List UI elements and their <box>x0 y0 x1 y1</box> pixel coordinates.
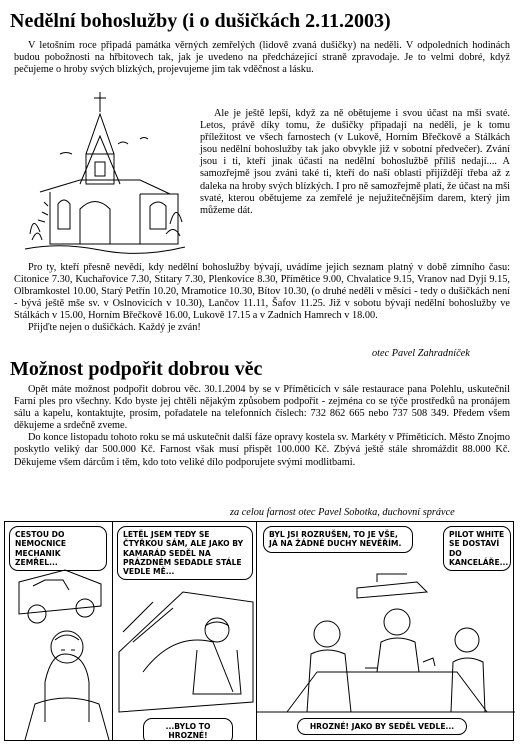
article2-para2: Do konce listopadu tohoto roku se má uskutečnit další fáze opravy kostela sv. Markéty v Příměticích. Město Znojmo poskytlo veliký dar 500.000 Kč. Farnost však musí přispět 100.000 Kč. Zbývá ještě stále shromáždit 88.000 Kč. Děkujeme všem dárcům i těm, kdo toto veliké dílo podporujete svými modlitbami. <box>14 432 510 468</box>
comic-bubble-1: CESTOU DO NEMOCNICE MECHANIK ZEMŘEL... <box>9 526 107 571</box>
comic-bubble-4: BYL JSI ROZRUŠEN, TO JE VŠE, JÁ NA ŽÁDNÉ DUCHY NEVĚŘÍM. <box>263 526 413 553</box>
comic-bubble-5: PILOT WHITE SE DOSTAVÍ DO KANCELÁŘE... <box>443 526 511 571</box>
article-title-support: Možnost podpořit dobrou věc <box>10 358 263 380</box>
article1-paragraph-3 <box>14 262 510 335</box>
article2-para1: Opět máte možnost podpořit dobrou věc. 30.1.2004 by se v Příměticích v sále restaurace pana Polehlu, uskutečnil Farní ples pro všechny. Kdo byste jej chtěli nějakým způsobem podpořit - zejména co se týče prostředků na pronájem sálu a kapelu, kontaktujte, prosím, pořadatele na telefonních číslech: 732 862 665 nebo 737 508 349. Předem všem děkujeme a srdečně zveme. <box>14 384 510 432</box>
church-illustration <box>20 84 190 259</box>
comic-bubble-3: ...BYLO TO HROZNÉ! <box>143 718 233 740</box>
comic-bubble-2: LETĚL JSEM TEDY SE ČTYŘKOU SÁM, ALE JAKO BY KAMARÁD SEDĚL NA PRÁZDNÉM SEDADLE STÁLE VEDLE MĚ... <box>117 526 253 580</box>
comic-panel-1-art <box>5 522 113 740</box>
article1-signature: otec Pavel Zahradníček <box>372 348 470 359</box>
article1-para2: Ale je ještě lepší, když za ně obětujeme i svou účast na mši svaté. Letos, právě díky tomu, že dušičky připadají na neděli, je k tomu příležitost ve všech farnostech (v Lukově, Horním Břečkově a Stálkách jsou nedělní bohoslužby tak jako obvykle již v sobotní předvečer). Zvání jsou i ti, kteří jinak účasti na nedělní bohoslužbě příliš nedají.... A samozřejmě jsou zváni také ti, kteří do naší oblasti přijíždějí třeba až z daleka na hroby svých blízkých. I pro ně samozřejmě platí, že účast na mši svaté, kterou obětujeme za zemřelé je nejužitečnějším darem, který jim můžeme dát. <box>200 108 510 216</box>
article1-para1: V letošním roce připadá památka věrných zemřelých (lidově zvaná dušičky) na neděli. V odpoledních hodinách budou pobožnosti na hřbitovech tak, jak je uvedeno na předcházející straně zpravodaje. Je to velmi dobré, když pečujeme o hroby svých blízkých, projevujeme jim tak vděčnost a lásku. <box>14 40 510 76</box>
comic-panel-1 <box>5 522 113 740</box>
comic-panel-2 <box>113 522 257 740</box>
article1-paragraph-1 <box>14 40 510 76</box>
article1-closing: Přijďte nejen o dušičkách. Každý je zván! <box>28 322 201 334</box>
article1-paragraph-2 <box>200 108 510 217</box>
comic-panel-3-art <box>257 522 515 740</box>
article2-body <box>14 384 510 469</box>
comic-strip <box>4 521 514 741</box>
article1-mass-list: Pro ty, kteří přesně nevědí, kdy nedělní bohoslužby bývají, uvádíme jejich seznam platný v době zimního času: Citonice 7.30, Kuchařovice 7.30, Stitary 7.30, Plenkovice 8.30, Přímětice 9.00, Chvalatice 9.15, Vranov nad Dyjí 9.15, Olbramkostel 10.00, Starý Petřín 10.20, Mramotice 10.30, Bítov 10.30, (o druhé neděli v měsíci - tedy o dušičkách není - bývá ještě mše sv. v Oslnovicích v 10.30), Lančov 11.11, Šafov 11.25. Již v sobotu bývají nedělní bohoslužby ve Stálkách v 15.00, Horním Břečkově 16.00, Lukově 17.15 a v Zadních Hamrech v 18.00. <box>14 262 510 322</box>
comic-bubble-6: HROZNÉ! JAKO BY SEDĚL VEDLE... <box>297 718 467 735</box>
article-title-sunday-masses: Nedělní bohoslužby (i o dušičkách 2.11.2003) <box>10 10 391 32</box>
article2-signature: za celou farnost otec Pavel Sobotka, duchovní správce <box>230 507 455 518</box>
comic-panel-2-art <box>113 522 257 740</box>
comic-panel-3 <box>257 522 515 740</box>
